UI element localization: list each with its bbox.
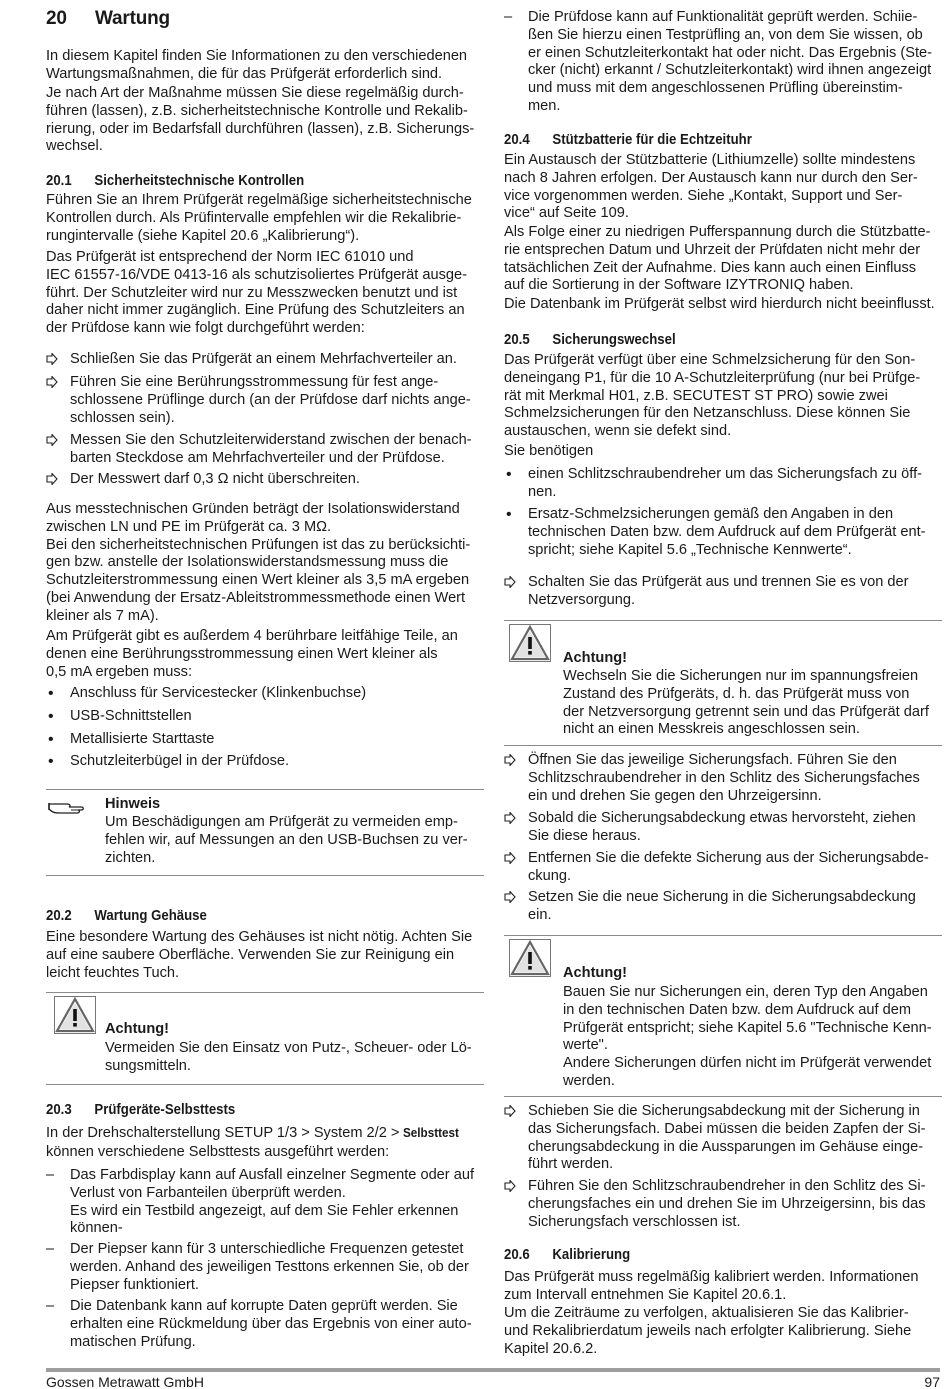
s201-paragraph-4: Am Prüfgerät gibt es außerdem 4 berührbare leitfähige Teile, an denen eine Berührungsstrommessung einen Wert kleiner als 0,5 mA ergeben muss: bbox=[46, 628, 458, 680]
bullet-text: Metallisierte Starttaste bbox=[70, 731, 215, 747]
s206-paragraph-2: Um die Zeiträume zu verfolgen, aktualisieren Sie das Kalibrier- und Rekalibrierdatum jeweils nach erfolgter Kalibrierung. Siehe Kapitel 20.6.2. bbox=[504, 1305, 912, 1357]
chapter-number: 20 bbox=[46, 8, 67, 29]
section-heading-20-1 bbox=[46, 172, 304, 190]
arrow-icon bbox=[504, 1180, 516, 1192]
s204-paragraph-2: Als Folge einer zu niedrigen Pufferspannung durch die Stützbatte- rie entsprechen Datum und Uhrzeit der Prüfdaten nicht mehr der tatsächlichen Zeit der Aufnahme. Dies kann auch einen Einfluss auf die Sortierung in der Software IZYTRONIQ haben. bbox=[504, 224, 931, 294]
selbsttest-label: Selbsttest bbox=[403, 1125, 460, 1140]
intro-paragraph-1: In diesem Kapitel finden Sie Informationen zu den verschiedenen Wartungsmaßnahmen, die für das Prüfgerät erforderlich sind. bbox=[46, 48, 468, 82]
bullet-text: einen Schlitzschraubendreher um das Sicherungsfach zu öff- nen. bbox=[528, 466, 922, 500]
warning-icon bbox=[509, 624, 551, 662]
hint-title: Hinweis bbox=[105, 796, 161, 812]
dash-icon: – bbox=[46, 1241, 55, 1257]
warning-icon bbox=[509, 939, 551, 977]
bullet-text: Anschluss für Servicestecker (Klinkenbuchse) bbox=[70, 685, 367, 701]
chapter-heading bbox=[46, 10, 170, 28]
arrow-icon bbox=[504, 1105, 516, 1117]
section-heading-20-2 bbox=[46, 907, 207, 925]
bullet-icon: • bbox=[48, 708, 54, 725]
dash-icon: – bbox=[46, 1298, 55, 1314]
section-number: 20.5 bbox=[504, 331, 530, 348]
warning-title: Achtung! bbox=[105, 1021, 170, 1037]
s204-paragraph-3: Die Datenbank im Prüfgerät selbst wird hierdurch nicht beeinflusst. bbox=[504, 296, 935, 312]
step-text: Öffnen Sie das jeweilige Sicherungsfach. Führen Sie den Schlitzschraubendreher in den Schlitz des Sicherungsfaches ein und drehen Sie gegen den Uhrzeigersinn. bbox=[528, 752, 920, 804]
s206-paragraph-1: Das Prüfgerät muss regelmäßig kalibriert werden. Informationen zum Intervall entnehmen Sie Kapitel 20.6.1. bbox=[504, 1269, 919, 1303]
footer-page-number: 97 bbox=[924, 1374, 940, 1389]
bullet-text: Ersatz-Schmelzsicherungen gemäß den Angaben in den technischen Daten bzw. dem Aufdruck auf dem Prüfgerät ent- spricht; siehe Kapitel 5.6 „Technische Kennwerte“. bbox=[528, 506, 926, 558]
step-text: Führen Sie eine Berührungsstrommessung für fest ange- schlossene Prüflinge durch (an der Prüfdose darf nichts ange- schlossen sein). bbox=[70, 374, 471, 426]
section-number: 20.4 bbox=[504, 131, 530, 148]
warning-icon bbox=[54, 996, 96, 1034]
step-text: Schließen Sie das Prüfgerät an einem Mehrfachverteiler an. bbox=[70, 351, 457, 367]
step-text: Führen Sie den Schlitzschraubendreher in den Schlitz des Si- cherungsfaches ein und drehen Sie im Uhrzeigersinn, bis das Sicherungsfach verschlossen ist. bbox=[528, 1178, 926, 1230]
section-number: 20.6 bbox=[504, 1246, 530, 1263]
bullet-icon: • bbox=[48, 685, 54, 702]
divider bbox=[504, 620, 942, 621]
divider bbox=[46, 789, 484, 790]
step-text: Setzen Sie die neue Sicherung in die Sicherungsabdeckung ein. bbox=[528, 889, 916, 923]
warning-text: Wechseln Sie die Sicherungen nur im spannungsfreien Zustand des Prüfgeräts, d. h. das Prüfgerät muss von der Netzversorgung getrennt sein und das Prüfgerät darf nicht an einen Messkreis angeschlossen sein. bbox=[563, 668, 929, 738]
s202-paragraph-1: Eine besondere Wartung des Gehäuses ist nicht nötig. Achten Sie auf eine saubere Oberfläche. Verwenden Sie zur Reinigung ein leicht feuchtes Tuch. bbox=[46, 929, 473, 981]
section-title: Wartung Gehäuse bbox=[94, 907, 207, 924]
arrow-icon bbox=[46, 434, 58, 446]
step-text: Der Messwert darf 0,3 Ω nicht überschreiten. bbox=[70, 471, 360, 487]
divider bbox=[504, 1096, 942, 1097]
dash-text: Die Prüfdose kann auf Funktionalität geprüft werden. Schiie- ßen Sie hierzu einen Testprüfling an, von dem Sie wissen, ob er einen Schutzleiterkontakt hat oder nicht. Das Ergebnis (Ste- cker (nicht) erkannt / Schutzleiterkontakt) wird ihnen angezeigt und muss mit dem angeschlossenen Prüfling übereinstim- men. bbox=[528, 9, 932, 114]
section-heading-20-3 bbox=[46, 1101, 235, 1119]
divider bbox=[46, 875, 484, 876]
dash-text: Der Piepser kann für 3 unterschiedliche Frequenzen getestet werden. Anhand des jeweiligen Testtons erkennen Sie, ob der Piepser funktioniert. bbox=[70, 1241, 469, 1293]
s203-text-a: In der Drehschalterstellung SETUP 1/3 > System 2/2 > bbox=[46, 1125, 404, 1141]
divider bbox=[46, 1084, 484, 1085]
warning-text: Bauen Sie nur Sicherungen ein, deren Typ den Angaben in den technischen Daten bzw. dem Aufdruck auf dem Prüfgerät entspricht; siehe Kapitel 5.6 "Technische Kenn- werte". Andere Sicherungen dürfen nicht im Prüfgerät verwendet werden. bbox=[563, 984, 932, 1089]
s203-paragraph-2: können verschiedene Selbsttests ausgeführt werden: bbox=[46, 1144, 390, 1160]
step-text: Schieben Sie die Sicherungsabdeckung mit der Sicherung in das Sicherungsfach. Dabei müssen die beiden Zapfen der Si- cherungsabdeckung in die Aussparungen im Gehäuse einge- führt werden. bbox=[528, 1103, 926, 1173]
section-title: Sicherungswechsel bbox=[552, 331, 676, 348]
bullet-icon: • bbox=[506, 466, 512, 483]
arrow-icon bbox=[504, 891, 516, 903]
bullet-icon: • bbox=[506, 506, 512, 523]
intro-paragraph-2: Je nach Art der Maßnahme müssen Sie diese regelmäßig durch- führen (lassen), z.B. sicherheitstechnische Kontrolle und Rekalib- rierung, oder im Bedarfsfall durchführen (lassen), z.B. Sicherungs- wechsel. bbox=[46, 85, 475, 155]
warning-text: Vermeiden Sie den Einsatz von Putz-, Scheuer- oder Lö- sungsmitteln. bbox=[105, 1040, 472, 1074]
s201-paragraph-2: Das Prüfgerät ist entsprechend der Norm IEC 61010 und IEC 61557-16/VDE 0413-16 als schutzisoliertes Prüfgerät ausge- führt. Der Schutzleiter wird nur zu Messzwecken benutzt und ist daher nicht immer zugänglich. Eine Prüfung des Schutzleiters an der Prüfdose kann wie folgt durchgeführt werden: bbox=[46, 249, 468, 337]
section-title: Stützbatterie für die Echtzeituhr bbox=[552, 131, 752, 148]
dash-icon: – bbox=[504, 9, 513, 25]
arrow-icon bbox=[504, 576, 516, 588]
section-number: 20.3 bbox=[46, 1101, 72, 1118]
s201-paragraph-1: Führen Sie an Ihrem Prüfgerät regelmäßige sicherheitstechnische Kontrollen durch. Als Prüfintervalle empfehlen wir die Rekalibrie- rungintervalle (siehe Kapitel 20.6 „Kalibrierung“). bbox=[46, 192, 472, 244]
step-text: Sobald die Sicherungsabdeckung etwas hervorsteht, ziehen Sie diese heraus. bbox=[528, 810, 916, 844]
s204-paragraph-1: Ein Austausch der Stützbatterie (Lithiumzelle) sollte mindestens nach 8 Jahren erfolgen. Der Austausch kann nur durch den Ser- vice vorgenommen werden. Siehe „Kontakt, Support und Ser- vice“ auf Seite 109. bbox=[504, 152, 918, 222]
section-heading-20-6 bbox=[504, 1246, 630, 1264]
dash-text: Das Farbdisplay kann auf Ausfall einzelner Segmente oder auf Verlust von Farbanteilen überprüft werden. Es wird ein Testbild angezeigt, auf dem Sie Fehler erkennen können- bbox=[70, 1167, 474, 1237]
s201-paragraph-3: Aus messtechnischen Gründen beträgt der Isolationswiderstand zwischen LN und PE im Prüfgerät ca. 3 MΩ. Bei den sicherheitstechnischen Prüfungen ist das zu berücksichti- gen bzw. anstelle der Isolationswiderstandsmessung muss die Schutzleiterstrommessung einen Wert kleiner als 3,5 mA ergeben (bei Anwendung der Ersatz-Ableitstrommessmethode einen Wert kleiner als 7 mA). bbox=[46, 501, 471, 624]
arrow-icon bbox=[504, 852, 516, 864]
warning-title: Achtung! bbox=[563, 650, 628, 666]
step-text: Messen Sie den Schutzleiterwiderstand zwischen der benach- barten Steckdose am Mehrfachverteiler und der Prüfdose. bbox=[70, 432, 472, 466]
section-title: Kalibrierung bbox=[552, 1246, 631, 1263]
dash-text: Die Datenbank kann auf korrupte Daten geprüft werden. Sie erhalten eine Rückmeldung über das Ergebnis von einer auto- matischen Prüfung. bbox=[70, 1298, 472, 1350]
section-heading-20-4 bbox=[504, 131, 752, 149]
section-number: 20.2 bbox=[46, 907, 72, 924]
step-text: Schalten Sie das Prüfgerät aus und trennen Sie es von der Netzversorgung. bbox=[528, 574, 909, 608]
bullet-text: USB-Schnittstellen bbox=[70, 708, 192, 724]
bullet-icon: • bbox=[48, 731, 54, 748]
s203-paragraph-1 bbox=[46, 1124, 466, 1143]
divider bbox=[46, 992, 484, 993]
footer-company: Gossen Metrawatt GmbH bbox=[46, 1374, 204, 1389]
divider bbox=[504, 745, 942, 746]
divider bbox=[504, 935, 942, 936]
warning-title: Achtung! bbox=[563, 965, 628, 981]
hint-text: Um Beschädigungen am Prüfgerät zu vermeiden emp- fehlen wir, auf Messungen an den USB-Buchsen zu ver- zichten. bbox=[105, 814, 468, 866]
section-title: Sicherheitstechnische Kontrollen bbox=[94, 172, 305, 189]
arrow-icon bbox=[504, 754, 516, 766]
step-text: Entfernen Sie die defekte Sicherung aus der Sicherungsabde- ckung. bbox=[528, 850, 929, 884]
section-title: Prüfgeräte-Selbsttests bbox=[94, 1101, 236, 1118]
arrow-icon bbox=[504, 812, 516, 824]
dash-icon: – bbox=[46, 1167, 55, 1183]
footer-rule bbox=[46, 1368, 940, 1372]
arrow-icon bbox=[46, 473, 58, 485]
chapter-title: Wartung bbox=[95, 8, 170, 29]
arrow-icon bbox=[46, 376, 58, 388]
bullet-text: Schutzleiterbügel in der Prüfdose. bbox=[70, 753, 290, 769]
arrow-icon bbox=[46, 353, 58, 365]
section-heading-20-5 bbox=[504, 331, 676, 349]
section-number: 20.1 bbox=[46, 172, 72, 189]
pointing-hand-icon bbox=[47, 797, 91, 815]
s205-paragraph-2: Sie benötigen bbox=[504, 443, 594, 459]
bullet-icon: • bbox=[48, 753, 54, 770]
s205-paragraph-1: Das Prüfgerät verfügt über eine Schmelzsicherung für den Son- deneingang P1, für die 10 A-Schutzleiterprüfung (nur bei Prüfge- rät mit Merkmal H01, z.B. SECUTEST ST PRO) sowie zwei Schmelzsicherungen für den Netzanschluss. Diese können Sie austauschen, wenn sie defekt sind. bbox=[504, 352, 921, 440]
